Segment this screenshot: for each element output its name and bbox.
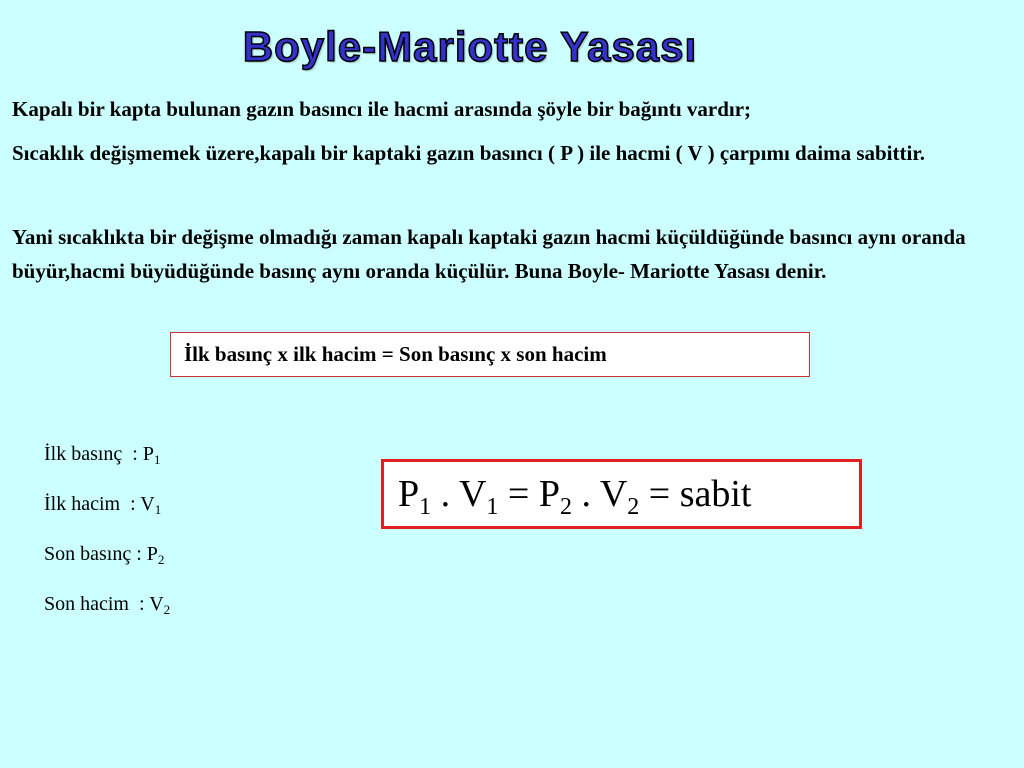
definition-label: İlk hacim : <box>44 493 141 515</box>
formula-equals: = <box>498 473 539 515</box>
formula-v1-symbol: V <box>458 473 487 515</box>
definition-initial-volume <box>44 492 344 516</box>
intro-paragraph: Kapalı bir kapta bulunan gazın basıncı ile hacmi arasında şöyle bir bağıntı vardır; <box>12 97 752 121</box>
definition-symbol: P <box>142 443 154 465</box>
formula-constant: sabit <box>679 473 752 515</box>
definition-index: 1 <box>154 452 161 467</box>
verbal-rule-box <box>170 332 810 377</box>
formula-p1-symbol: P <box>398 473 420 515</box>
formula-p2-index: 2 <box>560 494 572 520</box>
definition-symbol: V <box>140 493 155 515</box>
definition-label: İlk basınç : <box>44 443 143 465</box>
definition-index: 1 <box>154 502 162 517</box>
verbal-rule-text: İlk basınç x ilk hacim = Son basınç x son hacim <box>184 342 607 366</box>
definition-index: 2 <box>157 552 165 567</box>
formula-v2-index: 2 <box>627 494 640 520</box>
slide-title: Boyle-Mariotte Yasası <box>242 23 698 70</box>
formula-equals: = <box>639 473 680 515</box>
variable-definitions <box>44 442 344 642</box>
statement-paragraph: Sıcaklık değişmemek üzere,kapalı bir kaptaki gazın basıncı ( P ) ile hacmi ( V ) çarpımı daima sabittir. <box>12 141 925 165</box>
formula-v2-symbol: V <box>599 473 628 515</box>
definition-symbol: V <box>149 593 164 615</box>
definition-index: 2 <box>163 602 171 617</box>
definition-final-volume <box>44 592 344 616</box>
explanation-paragraph: Yani sıcaklıkta bir değişme olmadığı zaman kapalı kaptaki gazın hacmi küçüldüğünde basıncı aynı oranda büyür,hacmi büyüdüğünde basınç aynı oranda küçülür. Buna Boyle- Mariotte Yasası denir. <box>12 225 966 283</box>
definition-final-pressure <box>44 542 344 566</box>
definition-initial-pressure <box>44 442 344 466</box>
definition-label: Son hacim : <box>44 593 150 615</box>
definition-symbol: P <box>146 543 158 565</box>
formula-dot: . <box>431 473 459 515</box>
formula-p1-index: 1 <box>419 494 432 520</box>
definition-label: Son basınç : <box>44 543 147 565</box>
formula-v1-index: 1 <box>486 494 499 520</box>
formula-dot: . <box>572 473 600 515</box>
boyle-formula-box <box>381 459 862 529</box>
formula-p2-symbol: P <box>538 473 560 515</box>
